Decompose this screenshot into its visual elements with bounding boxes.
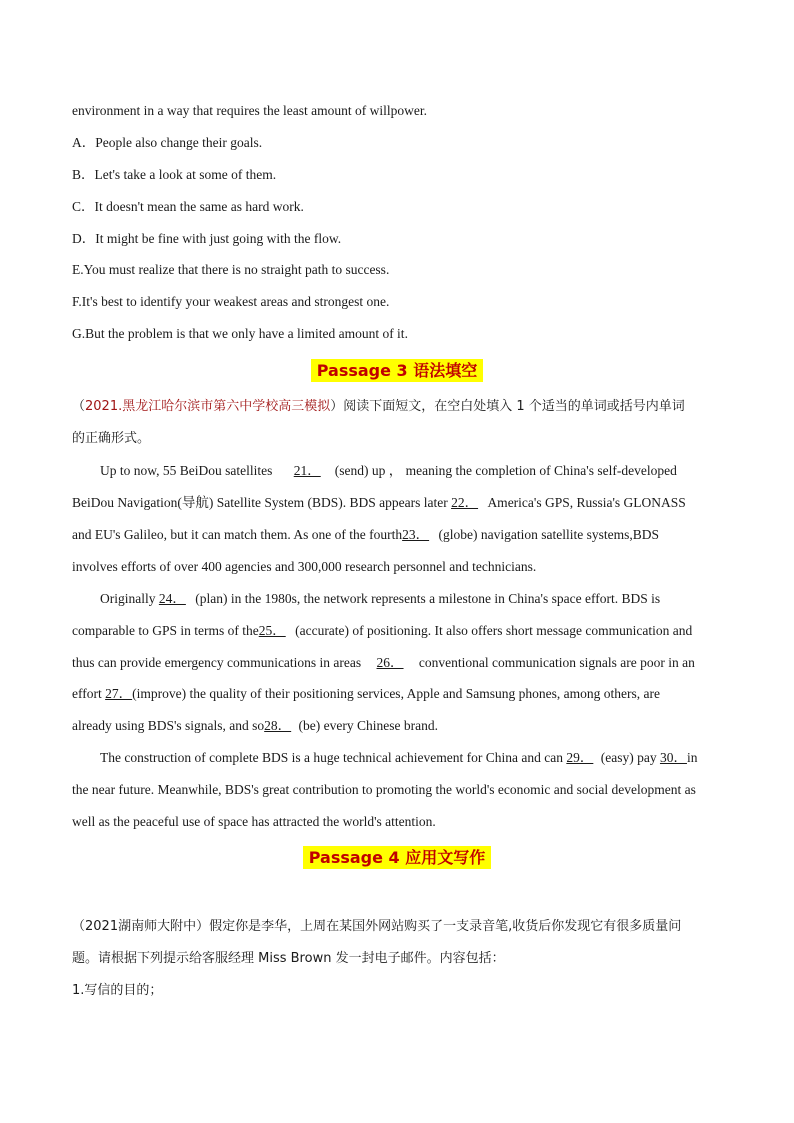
passage4-point-1: 1.写信的目的；: [72, 983, 163, 998]
blank-23: 23．: [402, 527, 430, 542]
passage4-heading-row: [0, 847, 794, 869]
passage3-instruction-cont: 的正确形式。: [72, 431, 151, 446]
passage4-prompt-2: 题。请根据下列提示给客服经理 Miss Brown 发一封电子邮件。内容包括：: [72, 951, 505, 966]
text: America's GPS, Russia's GLONASS: [487, 495, 686, 510]
option-c: C．It doesn't mean the same as hard work.: [72, 199, 304, 214]
option-d: D．It might be fine with just going with the flow.: [72, 231, 342, 246]
text: (globe) navigation satellite systems,BDS: [438, 527, 659, 542]
text: Up to now, 55 BeiDou satellites: [100, 463, 273, 478]
option-a: A．People also change their goals.: [72, 135, 263, 150]
passage4-heading: Passage 4 应用文写作: [303, 846, 492, 869]
text: conventional communication signals are poor in an: [418, 655, 695, 670]
passage3-line-7: [72, 654, 695, 672]
passage3-instruction: [72, 398, 685, 416]
text: (improve) the quality of their positioning services, Apple and Samsung phones, among others, are: [132, 686, 661, 701]
text: (easy) pay: [600, 750, 657, 765]
passage4-prompt-1: （2021湖南师大附中）假定你是李华，上周在某国外网站购买了一支录音笔,收货后你发现它有很多质量问: [72, 919, 682, 934]
option-g: G.But the problem is that we only have a limited amount of it.: [72, 326, 408, 341]
passage3-line-11: the near future. Meanwhile, BDS's great contribution to promoting the world's economic and social development as: [72, 782, 696, 797]
passage3-heading: Passage 3 语法填空: [311, 359, 484, 382]
passage3-source: 2021.黑龙江哈尔滨市第六中学校高三模拟: [85, 399, 331, 414]
text: (plan) in the 1980s, the network represents a milestone in China's space effort. BDS is: [195, 591, 661, 606]
text: (be) every Chinese brand.: [298, 718, 438, 733]
blank-26: 26．: [376, 655, 404, 670]
blank-21: 21．: [293, 463, 321, 478]
passage3-line-8: [72, 685, 660, 703]
passage3-heading-row: [0, 360, 794, 382]
blank-22: 22．: [451, 495, 479, 510]
blank-27: 27．: [105, 686, 133, 701]
passage3-line-4: involves efforts of over 400 agencies and 300,000 research personnel and technicians.: [72, 559, 537, 574]
text: thus can provide emergency communications in areas: [72, 655, 362, 670]
passage3-line-6: [72, 622, 692, 640]
text: effort: [72, 686, 102, 701]
blank-24: 24．: [158, 591, 186, 606]
passage3-line-3: [72, 526, 659, 544]
option-b: B．Let's take a look at some of them.: [72, 167, 277, 182]
text: BeiDou Navigation(导航) Satellite System (BDS). BDS appears later: [72, 495, 448, 510]
text: in: [686, 750, 698, 765]
blank-30: 30．: [659, 750, 687, 765]
text: Originally: [100, 591, 156, 606]
source-open: （: [72, 399, 86, 414]
option-e: E.You must realize that there is no straight path to success.: [72, 262, 390, 277]
instruction-text: ）阅读下面短文，在空白处填入 1 个适当的单词或括号内单词: [330, 399, 685, 414]
text: The construction of complete BDS is a huge technical achievement for China and can: [100, 750, 563, 765]
text: (send) up ， meaning the completion of China's self-developed: [334, 463, 677, 478]
passage3-line-12: well as the peaceful use of space has attracted the world's attention.: [72, 814, 436, 829]
option-f: F.It's best to identify your weakest areas and strongest one.: [72, 294, 390, 309]
passage3-line-1: [100, 462, 677, 480]
blank-25: 25．: [258, 623, 286, 638]
task-text-tail: environment in a way that requires the least amount of willpower.: [72, 103, 428, 118]
text: (accurate) of positioning. It also offers short message communication and: [295, 623, 693, 638]
passage3-line-2: [72, 494, 686, 512]
blank-29: 29．: [566, 750, 594, 765]
text: comparable to GPS in terms of the: [72, 623, 259, 638]
passage3-line-5: [100, 590, 660, 608]
passage3-line-9: [72, 717, 438, 735]
text: and EU's Galileo, but it can match them. As one of the fourth: [72, 527, 403, 542]
passage3-line-10: [100, 749, 697, 767]
text: already using BDS's signals, and so: [72, 718, 265, 733]
blank-28: 28．: [264, 718, 292, 733]
